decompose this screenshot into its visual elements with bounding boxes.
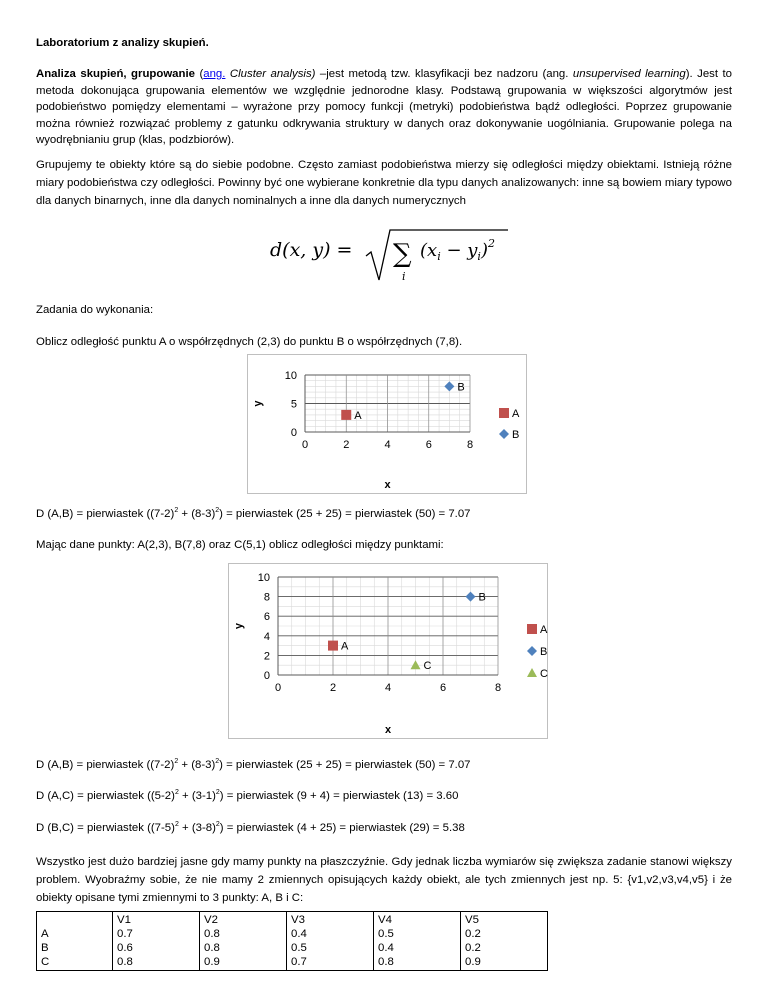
- y-tick-label: 0: [290, 427, 297, 439]
- legend-marker-a: [499, 408, 509, 418]
- data-label-b: B: [457, 381, 465, 394]
- task-1-text: Oblicz odległość punktu A o współrzędnych (2,3) do punktu B o współrzędnych (7,8).: [36, 336, 463, 348]
- legend-label-b: B: [540, 646, 548, 658]
- x-tick-label: 2: [329, 682, 337, 694]
- point-a: [328, 641, 338, 651]
- multidimensional-paragraph: Wszystko jest dużo bardziej jasne gdy mamy punkty na płaszczyźnie. Gdy jednak liczba wymiarów się zwiększa zadanie stanowi większy problem. Wyobraźmy sobie, że nie mamy 2 zmiennych opisujących każdy obiekt, ale tych zmiennych jest np. 5: {v1,v2,v3,v4,v5} i że obiekty opisane tymi zmiennymi to 3 punkty: A, B i C:: [36, 856, 732, 904]
- data-label-a: A: [354, 409, 362, 422]
- table-col-v1: V1 0.7 0.6 0.8: [113, 912, 200, 971]
- term-bold: Analiza skupień, grupowanie: [36, 68, 195, 80]
- table-row: [37, 912, 548, 971]
- chart-1: [247, 354, 527, 494]
- x-tick-label: 8: [466, 439, 474, 451]
- document-title: Laboratorium z analizy skupień.: [36, 37, 209, 49]
- x-axis-label: x: [384, 479, 391, 491]
- ang-link[interactable]: ang.: [203, 68, 226, 80]
- distance-ab-line-2: D (A,B) = pierwiastek $((7-2)^2 + (8-3)^2)$ = pierwiastek (25 + 25) = pierwiastek (50) = 7.07: [36, 758, 471, 771]
- table-col-v2: V2 0.8 0.8 0.9: [200, 912, 287, 971]
- x-tick-label: 2: [343, 439, 350, 451]
- x-tick-label: 0: [301, 439, 309, 451]
- distance-formula: [270, 222, 510, 292]
- x-tick-label: 6: [425, 439, 432, 451]
- y-tick-label: 8: [263, 591, 270, 604]
- term-unsupervised: unsupervised learning: [572, 68, 686, 80]
- y-tick-label: 4: [263, 630, 270, 643]
- intro-rest: ). Jest to metoda dokonująca grupowania elementów we względnie jednorodne klasy. Podstawą grupowania w większości algorytmów jest podobieństwo pomiędzy elementami – wyrażone przy pomocy funkcji (metryki) podobieństwa bądź odległości. Poprzez grupowanie można również rozwiązać problemy z gatunku odkrywania struktury w danych oraz dokonywanie uogólniania. Grupowanie polega na wyodrębnianiu grup (klas, podzbiorów).: [36, 68, 733, 146]
- point-a: [341, 410, 351, 420]
- distance-ac-line: D (A,C) = pierwiastek $((5-2)^2 + (3-1)^2)$ = pierwiastek (9 + 4) = pierwiastek (13) = 3.60: [36, 789, 459, 802]
- chart-1-svg: [247, 354, 527, 494]
- tasks-heading: Zadania do wykonania:: [36, 304, 154, 316]
- y-tick-label: 2: [263, 650, 270, 663]
- x-axis-label: x: [384, 724, 392, 736]
- y-axis-label: y: [233, 622, 245, 630]
- x-tick-label: 0: [274, 682, 282, 694]
- y-tick-label: 6: [263, 611, 270, 624]
- y-tick-label: 0: [263, 670, 270, 682]
- legend-marker-a: [527, 624, 537, 634]
- x-tick-label: 6: [439, 682, 447, 694]
- legend-label-a: A: [540, 624, 548, 636]
- variables-table: [36, 911, 548, 971]
- x-tick-label: 4: [384, 682, 392, 694]
- intro-paragraph: [36, 66, 732, 149]
- distance-bc-line: D (B,C) = pierwiastek $((7-5)^2 + (3-8)^2)$ = pierwiastek (4 + 25) = pierwiastek (29) = 5.38: [36, 821, 465, 834]
- formula-sum-index: i: [402, 270, 406, 283]
- grouping-paragraph: Grupujemy te obiekty które są do siebie podobne. Często zamiast podobieństwa mierzy się odległości między obiektami. Istnieją różne miary podobieństwa czy odległości. Powinny być one wybierane konkretnie dla typu danych analizowanych: inne są bowiem miary typowo dla danych binarnych, inne dla danych nominalnych a inne dla danych numerycznych: [36, 159, 732, 207]
- intro-mid: –jest metodą tzw. klasyfikacji bez nadzoru (ang.: [315, 68, 573, 80]
- y-tick-label: 5: [290, 398, 297, 411]
- table-col-v5: V5 0.2 0.2 0.9: [461, 912, 548, 971]
- data-label-c: C: [423, 660, 432, 673]
- table-col-v4: V4 0.5 0.4 0.8: [374, 912, 461, 971]
- chart-2-svg: [228, 563, 548, 739]
- table-col-v3: V3 0.4 0.5 0.7: [287, 912, 374, 971]
- x-tick-label: 4: [384, 439, 391, 451]
- table-cell-labels: A B C: [37, 912, 113, 971]
- legend-label-b: B: [512, 429, 520, 441]
- formula-lhs: d(x, y) =: [270, 239, 353, 261]
- y-tick-label: 10: [257, 572, 270, 584]
- data-label-b: B: [478, 591, 486, 604]
- formula-body: $(x_i - y_i)^2$: [420, 237, 495, 263]
- y-axis-label: y: [252, 400, 264, 407]
- formula-sum: ∑: [393, 239, 412, 269]
- term-english: Cluster analysis): [225, 68, 316, 80]
- y-tick-label: 10: [284, 370, 297, 382]
- x-tick-label: 8: [494, 682, 502, 694]
- distance-ab-line-1: D (A,B) = pierwiastek $((7-2)^2 + (8-3)^2)$ = pierwiastek (25 + 25) = pierwiastek (50) = 7.07: [36, 507, 471, 520]
- intro-paren: (: [194, 68, 204, 80]
- legend-label-c: C: [540, 668, 548, 680]
- data-label-a: A: [341, 640, 349, 653]
- task-2-text: Mając dane punkty: A(2,3), B(7,8) oraz C(5,1) oblicz odległości między punktami:: [36, 539, 444, 551]
- chart-2: [228, 563, 548, 739]
- legend-label-a: A: [512, 408, 520, 420]
